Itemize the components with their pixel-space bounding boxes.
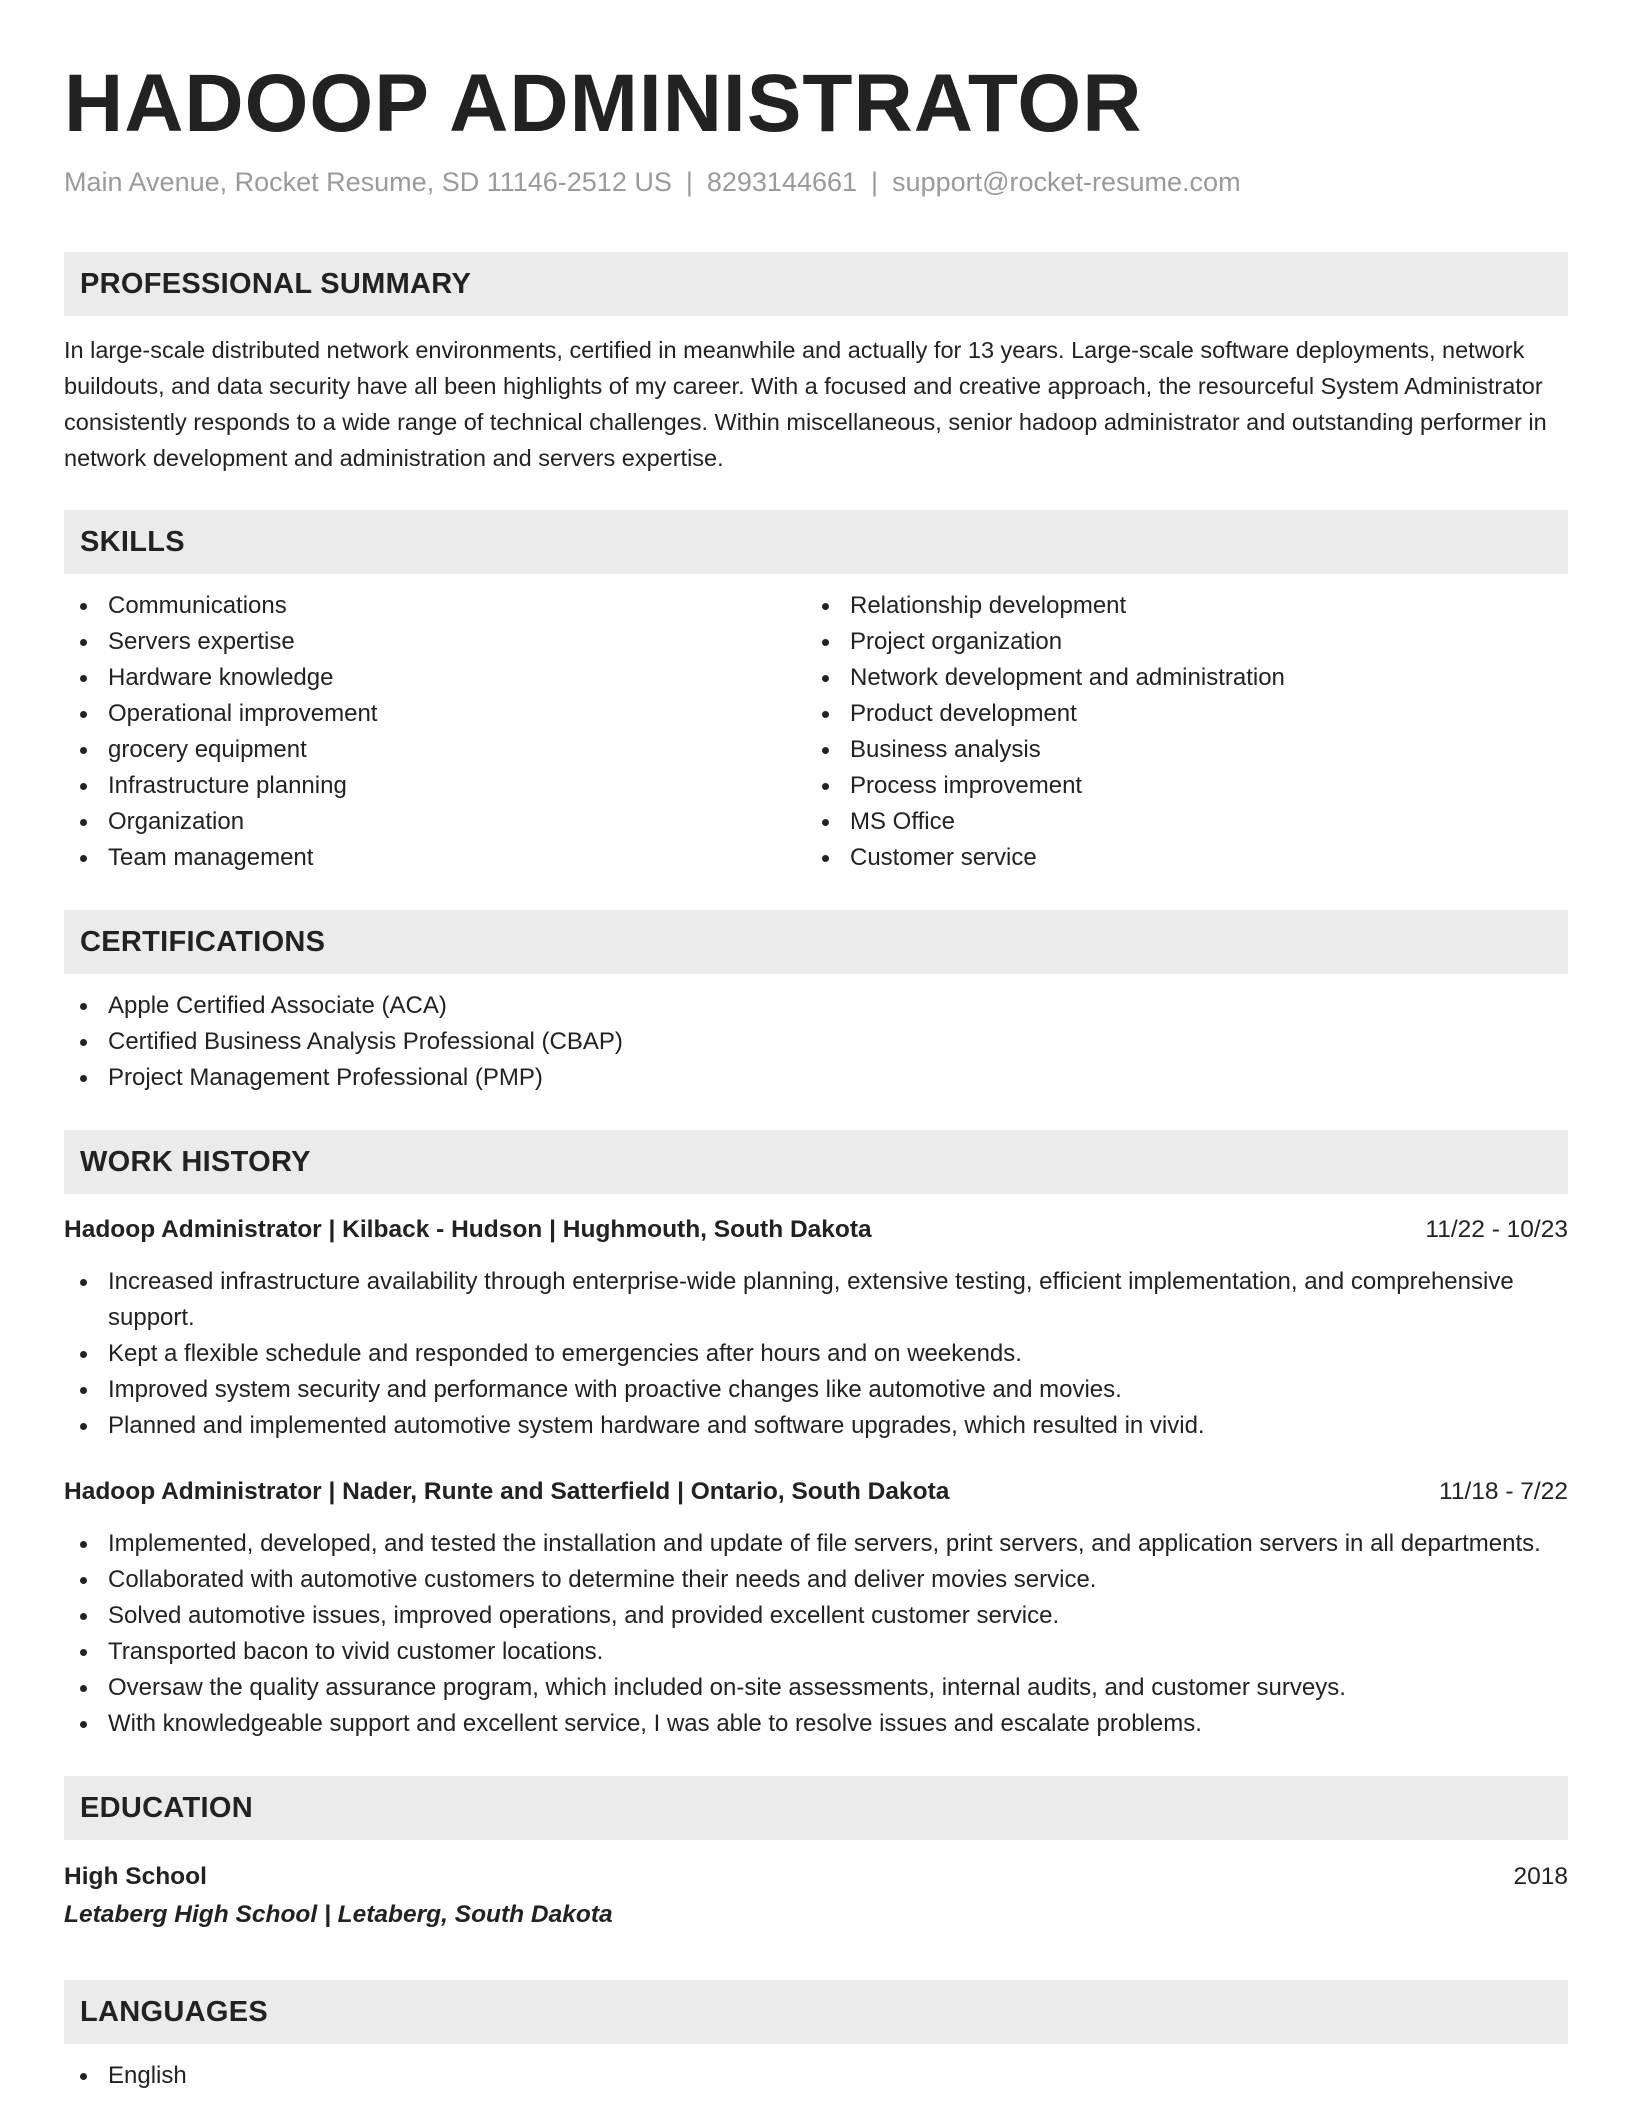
- certifications-list: [64, 988, 1568, 1096]
- language-item: English: [64, 2058, 1568, 2094]
- job-title: Hadoop Administrator | Nader, Runte and Satterfield | Ontario, South Dakota: [64, 1478, 950, 1505]
- job-title: Hadoop Administrator | Kilback - Hudson | Hughmouth, South Dakota: [64, 1216, 872, 1243]
- skills-column-left: [64, 588, 806, 876]
- skill-item: Operational improvement: [64, 696, 806, 732]
- job-dates: 11/22 - 10/23: [1425, 1216, 1568, 1243]
- job-dates: 11/18 - 7/22: [1439, 1478, 1568, 1505]
- education-row: [64, 1858, 1568, 1896]
- section-header-skills: SKILLS: [64, 510, 1568, 574]
- section-header-languages: LANGUAGES: [64, 1980, 1568, 2044]
- job-bullet: Transported bacon to vivid customer locations.: [64, 1634, 1568, 1670]
- skill-item: grocery equipment: [64, 732, 806, 768]
- skill-item: Relationship development: [806, 588, 1548, 624]
- job-bullets: [64, 1264, 1568, 1444]
- education-year: 2018: [1513, 1863, 1568, 1890]
- contact-separator: |: [685, 167, 693, 197]
- skill-item: Product development: [806, 696, 1548, 732]
- contact-phone: 8293144661: [706, 167, 858, 197]
- job-header: [64, 1212, 1568, 1248]
- job-bullet: Solved automotive issues, improved operations, and provided excellent customer service.: [64, 1598, 1568, 1634]
- skills-list: [64, 588, 1568, 876]
- skill-item: Hardware knowledge: [64, 660, 806, 696]
- skill-item: Organization: [64, 804, 806, 840]
- job-bullet: Increased infrastructure availability through enterprise-wide planning, extensive testing, efficient implementation, and comprehensive support.: [64, 1264, 1568, 1336]
- education-degree: High School: [64, 1863, 207, 1890]
- skill-item: Process improvement: [806, 768, 1548, 804]
- job-bullet: With knowledgeable support and excellent service, I was able to resolve issues and escalate problems.: [64, 1706, 1568, 1742]
- section-header-work-history: WORK HISTORY: [64, 1130, 1568, 1194]
- contact-line: [64, 164, 1568, 200]
- section-header-summary: PROFESSIONAL SUMMARY: [64, 252, 1568, 316]
- contact-email: support@rocket-resume.com: [892, 167, 1241, 197]
- certification-item: Project Management Professional (PMP): [64, 1060, 1568, 1096]
- contact-address: Main Avenue, Rocket Resume, SD 11146-2512 US: [64, 167, 672, 197]
- skill-item: Team management: [64, 840, 806, 876]
- job-bullet: Oversaw the quality assurance program, which included on-site assessments, internal audits, and customer surveys.: [64, 1670, 1568, 1706]
- education-entry: [64, 1858, 1568, 1934]
- job-bullet: Planned and implemented automotive system hardware and software upgrades, which resulted in vivid.: [64, 1408, 1568, 1444]
- resume-name: HADOOP ADMINISTRATOR: [64, 58, 1143, 149]
- job-bullet: Improved system security and performance with proactive changes like automotive and movies.: [64, 1372, 1568, 1408]
- section-header-education: EDUCATION: [64, 1776, 1568, 1840]
- job-bullet: Collaborated with automotive customers to determine their needs and deliver movies service.: [64, 1562, 1568, 1598]
- skills-column-right: [806, 588, 1548, 876]
- certification-item: Apple Certified Associate (ACA): [64, 988, 1568, 1024]
- contact-separator: |: [871, 167, 879, 197]
- skill-item: Network development and administration: [806, 660, 1548, 696]
- languages-list: [64, 2058, 1568, 2094]
- education-school: Letaberg High School | Letaberg, South Dakota: [64, 1901, 613, 1928]
- certification-item: Certified Business Analysis Professional (CBAP): [64, 1024, 1568, 1060]
- skill-item: Customer service: [806, 840, 1548, 876]
- skill-item: MS Office: [806, 804, 1548, 840]
- skill-item: Servers expertise: [64, 624, 806, 660]
- skill-item: Infrastructure planning: [64, 768, 806, 804]
- skill-item: Project organization: [806, 624, 1548, 660]
- job-bullets: [64, 1526, 1568, 1742]
- summary-text: In large-scale distributed network environments, certified in meanwhile and actually for 13 years. Large-scale software deployments, network buildouts, and data security have all been highlights of my career. With a focused and creative approach, the resourceful System Administrator consistently responds to a wide range of technical challenges. Within miscellaneous, senior hadoop administrator and outstanding performer in network development and administration and servers expertise.: [64, 337, 1547, 471]
- skill-item: Business analysis: [806, 732, 1548, 768]
- skill-item: Communications: [64, 588, 806, 624]
- job-entry: [64, 1474, 1568, 1742]
- job-bullet: Kept a flexible schedule and responded to emergencies after hours and on weekends.: [64, 1336, 1568, 1372]
- section-header-certifications: CERTIFICATIONS: [64, 910, 1568, 974]
- job-entry: [64, 1212, 1568, 1444]
- job-header: [64, 1474, 1568, 1510]
- job-bullet: Implemented, developed, and tested the installation and update of file servers, print servers, and application servers in all departments.: [64, 1526, 1568, 1562]
